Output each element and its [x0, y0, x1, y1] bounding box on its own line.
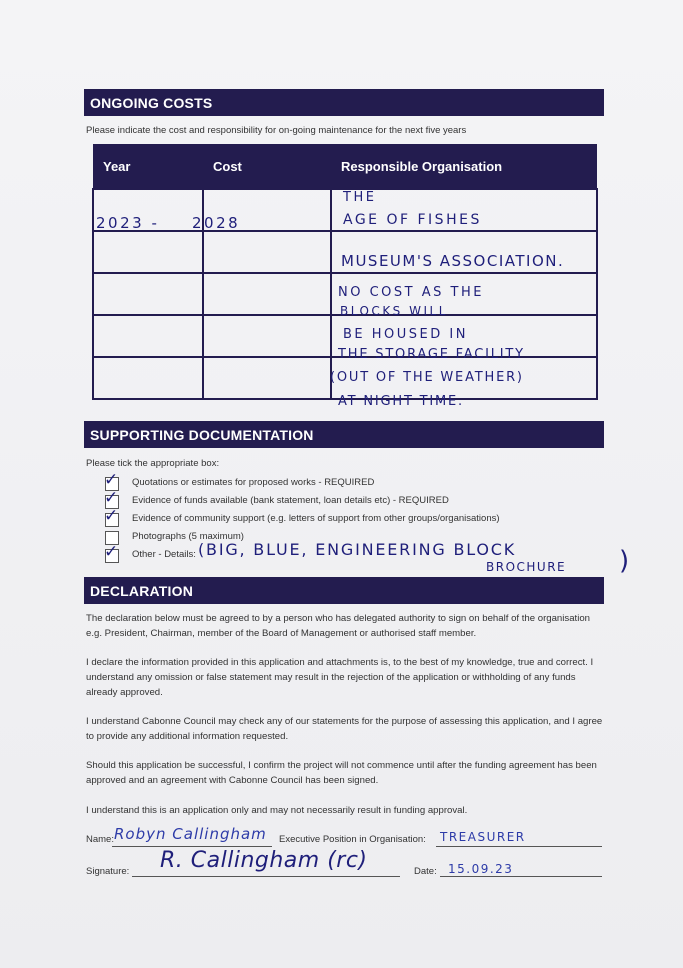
supporting-documentation-heading: SUPPORTING DOCUMENTATION — [84, 421, 604, 448]
tick-icon: ✓ — [104, 470, 119, 490]
handwritten-year-start: 2023 - — [96, 214, 160, 232]
cost-cell[interactable] — [203, 357, 331, 399]
checkbox-label-quotations: Quotations or estimates for proposed works - REQUIRED — [132, 477, 375, 488]
cost-cell[interactable] — [203, 273, 331, 315]
declaration-paragraph: I understand this is an application only and may not necessarily result in funding approval. — [86, 805, 468, 816]
handwritten-org-line: BE HOUSED IN — [343, 327, 468, 342]
checkbox-label-community-support: Evidence of community support (e.g. letters of support from other groups/organisations) — [132, 513, 500, 524]
date-field-line[interactable] — [440, 876, 602, 877]
handwritten-org-line: MUSEUM'S ASSOCIATION. — [341, 252, 565, 270]
checkbox-label-photographs: Photographs (5 maximum) — [132, 531, 244, 542]
handwritten-other-details: ) — [619, 546, 632, 576]
year-cell[interactable] — [93, 273, 203, 315]
date-label: Date: — [414, 866, 437, 877]
handwritten-org-line: THE — [343, 190, 377, 205]
year-cell[interactable] — [93, 357, 203, 399]
tick-icon: ✓ — [104, 488, 119, 508]
column-header-organisation: Responsible Organisation — [331, 144, 597, 189]
ongoing-costs-heading: ONGOING COSTS — [84, 89, 604, 116]
declaration-paragraph: Should this application be successful, I confirm the project will not commence until after the funding agreement has been approved and an agreement with Cabonne Council has been signed. — [86, 760, 597, 786]
year-cell[interactable] — [93, 315, 203, 357]
name-label: Name: — [86, 834, 114, 845]
handwritten-org-line: NO COST AS THE — [338, 285, 484, 300]
handwritten-org-line: THE STORAGE FACILITY — [338, 347, 525, 362]
column-header-year: Year — [93, 144, 203, 189]
date-value: 15.09.23 — [448, 862, 514, 876]
tick-icon: ✓ — [104, 506, 119, 526]
position-label: Executive Position in Organisation: — [279, 834, 426, 845]
declaration-paragraph: The declaration below must be agreed to by a person who has delegated authority to sign on behalf of the organisation e.g. President, Chairman, member of the Board of Management or authorised staff member. — [86, 613, 591, 639]
checkbox-label-evidence-funds: Evidence of funds available (bank statement, loan details etc) - REQUIRED — [132, 495, 449, 506]
handwritten-other-details: (BIG, BLUE, ENGINEERING BLOCK — [198, 540, 517, 559]
position-field-line[interactable] — [436, 846, 602, 847]
declaration-paragraph: I understand Cabonne Council may check any of our statements for the purpose of assessing this application, and I agree to provide any additional information requested. — [86, 716, 603, 742]
handwritten-org-line: (OUT OF THE WEATHER) — [330, 370, 524, 385]
ongoing-costs-instruction: Please indicate the cost and responsibility for on-going maintenance for the next five years — [86, 125, 467, 136]
name-value: Robyn Callingham — [114, 825, 267, 843]
checkbox-label-other: Other - Details: — [132, 549, 196, 560]
declaration-paragraph: I declare the information provided in this application and attachments is, to the best of my knowledge, true and correct. I understand any omission or false statement may result in the rejection of the application or withholding of any funds already approved. — [86, 657, 594, 698]
tick-icon: ✓ — [104, 542, 119, 562]
year-cell[interactable] — [93, 231, 203, 273]
declaration-heading: DECLARATION — [84, 577, 604, 604]
cost-cell[interactable] — [203, 315, 331, 357]
cost-cell[interactable] — [203, 231, 331, 273]
signature-label: Signature: — [86, 866, 130, 877]
position-value: TREASURER — [440, 830, 526, 844]
handwritten-org-line: BLOCKS WILL — [340, 304, 448, 318]
name-field-line[interactable] — [112, 846, 272, 847]
handwritten-other-details: BROCHURE — [486, 560, 567, 574]
signature-field-line[interactable] — [132, 876, 400, 877]
column-header-cost: Cost — [203, 144, 331, 189]
handwritten-org-line: AT NIGHT TIME. — [338, 394, 464, 409]
handwritten-org-line: AGE OF FISHES — [343, 212, 482, 228]
handwritten-year-end: 2028 — [192, 214, 241, 232]
supporting-instruction: Please tick the appropriate box: — [86, 458, 220, 469]
signature-value: R. Callingham (rc) — [160, 848, 368, 873]
